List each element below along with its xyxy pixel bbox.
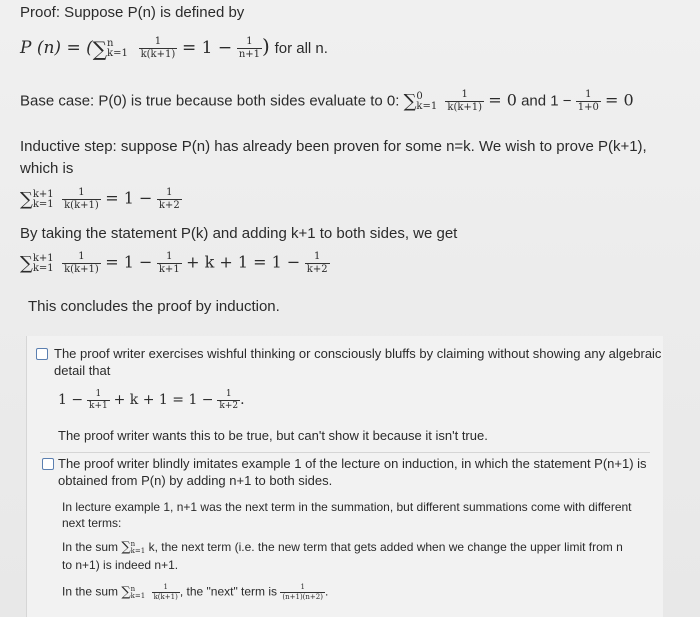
sigma-symbol: ∑ bbox=[121, 585, 131, 600]
opt2-p3-bottom: k=1 bbox=[130, 546, 146, 555]
inductive-line1: Inductive step: suppose P(n) has already been proven for some n=k. We wish to prove P(k+1), bbox=[20, 138, 647, 155]
option2-para2-line1: In lecture example 1, n+1 was the next term in the summation, but different summations come with different bbox=[62, 500, 632, 514]
base-case bbox=[20, 90, 634, 113]
base-frac-den: k(k+1) bbox=[447, 102, 483, 113]
eq1-top: k+1 bbox=[32, 188, 54, 200]
opt2-p3-post: k, the next term (i.e. the new term that gets added when we change the upper limit from n bbox=[148, 540, 623, 554]
pk1-formula bbox=[20, 188, 182, 211]
definition-formula bbox=[20, 34, 328, 61]
option1-checkbox[interactable] bbox=[36, 348, 48, 360]
def-sum-bottom: k=1 bbox=[107, 47, 128, 59]
opt2-p4-top: n bbox=[130, 584, 136, 593]
inductive-line2: which is bbox=[20, 160, 74, 177]
eq1-mid: = 1 − bbox=[105, 188, 153, 208]
derived-formula bbox=[20, 252, 330, 275]
base-frac2-den: 1+0 bbox=[577, 102, 599, 113]
option2-line1: The proof writer blindly imitates example 1 of the lecture on induction, in which the statement P(n+1) is bbox=[58, 456, 647, 471]
def-frac-num: 1 bbox=[139, 37, 178, 49]
option1-line1: The proof writer exercises wishful thinking or consciously bluffs by claiming without showing any algebraic bbox=[54, 346, 662, 361]
option2-para3-line1 bbox=[62, 540, 623, 555]
eq2-mid: = 1 − bbox=[105, 252, 153, 272]
sigma-symbol: ∑ bbox=[121, 540, 131, 556]
option-divider bbox=[40, 452, 650, 453]
taking-statement: By taking the statement P(k) and adding k+1 to both sides, we get bbox=[20, 225, 458, 242]
eq2-den: k(k+1) bbox=[64, 264, 99, 275]
opt2-p4-pre: In the sum bbox=[62, 584, 119, 599]
option2-checkbox[interactable] bbox=[42, 458, 54, 470]
option2-para4 bbox=[62, 584, 328, 601]
opt1-eq-end: . bbox=[240, 392, 245, 409]
eq2-num2: 1 bbox=[157, 252, 182, 264]
def-prefix: P (n) = ( bbox=[20, 38, 93, 58]
option1-line2: detail that bbox=[54, 363, 111, 378]
opt1-num: 1 bbox=[87, 390, 110, 401]
base-and: and 1 − bbox=[521, 92, 572, 110]
sigma-symbol: ∑ bbox=[92, 36, 108, 61]
opt2-p4-end: . bbox=[324, 584, 329, 599]
opt2-p3-pre: In the sum bbox=[62, 540, 119, 554]
eq2-mid2: + k + 1 = 1 − bbox=[186, 252, 301, 272]
base-eq: = 0 bbox=[488, 90, 517, 110]
eq2-bottom: k=1 bbox=[32, 262, 54, 274]
eq2-num3: 1 bbox=[305, 252, 330, 264]
opt2-p3-top: n bbox=[130, 539, 136, 548]
proof-intro: Proof: Suppose P(n) is defined by bbox=[20, 4, 245, 21]
opt2-p4-num: 1 bbox=[152, 584, 180, 593]
opt2-p4-num2: 1 bbox=[280, 584, 325, 593]
eq2-den2: k+1 bbox=[158, 264, 180, 275]
sigma-symbol: ∑ bbox=[20, 253, 33, 274]
eq1-den: k(k+1) bbox=[64, 200, 99, 211]
opt2-p4-den: k(k+1) bbox=[153, 593, 178, 601]
def-frac2-den: n+1 bbox=[238, 49, 261, 61]
eq2-den3: k+2 bbox=[306, 264, 328, 275]
def-sum-top: n bbox=[107, 37, 114, 49]
eq1-bottom: k=1 bbox=[32, 198, 54, 210]
sigma-symbol: ∑ bbox=[403, 91, 417, 112]
opt1-den2: k+2 bbox=[219, 401, 239, 411]
sigma-symbol: ∑ bbox=[20, 189, 33, 210]
opt2-p4-bottom: k=1 bbox=[130, 591, 146, 600]
option2-line2: obtained from P(n) by adding n+1 to both sides. bbox=[58, 473, 333, 488]
def-frac2-num: 1 bbox=[237, 37, 262, 49]
opt1-den: k+1 bbox=[88, 401, 108, 411]
opt2-p4-den2: (n+1)(n+2) bbox=[282, 593, 323, 601]
eq1-num: 1 bbox=[62, 188, 101, 200]
opt1-num2: 1 bbox=[217, 390, 240, 401]
base-sum-top: 0 bbox=[416, 90, 423, 102]
base-frac2-num: 1 bbox=[576, 90, 601, 102]
opt1-eq-b: + k + 1 = 1 − bbox=[113, 392, 214, 409]
eq2-top: k+1 bbox=[32, 252, 54, 264]
opt2-p4-mid: , the "next" term is bbox=[179, 584, 278, 599]
base-eq2: = 0 bbox=[605, 90, 634, 110]
def-close: ) bbox=[262, 34, 270, 58]
base-text: Base case: P(0) is true because both sides evaluate to 0: bbox=[20, 92, 400, 110]
option2-para2-line2: next terms: bbox=[62, 516, 122, 530]
eq2-num: 1 bbox=[62, 252, 101, 264]
option1-formula bbox=[58, 390, 245, 411]
def-suffix: for all n. bbox=[274, 40, 328, 57]
opt1-eq-a: 1 − bbox=[58, 392, 84, 409]
option1-note: The proof writer wants this to be true, but can't show it because it isn't true. bbox=[58, 428, 488, 443]
def-mid: = 1 − bbox=[181, 38, 233, 58]
def-frac-den: k(k+1) bbox=[140, 49, 176, 61]
base-sum-bottom: k=1 bbox=[416, 100, 438, 112]
eq1-den2: k+2 bbox=[158, 200, 180, 211]
eq1-num2: 1 bbox=[157, 188, 182, 200]
base-frac-num: 1 bbox=[445, 90, 484, 102]
conclusion: This concludes the proof by induction. bbox=[28, 298, 280, 315]
option2-para3-line2: to n+1) is indeed n+1. bbox=[62, 558, 179, 572]
